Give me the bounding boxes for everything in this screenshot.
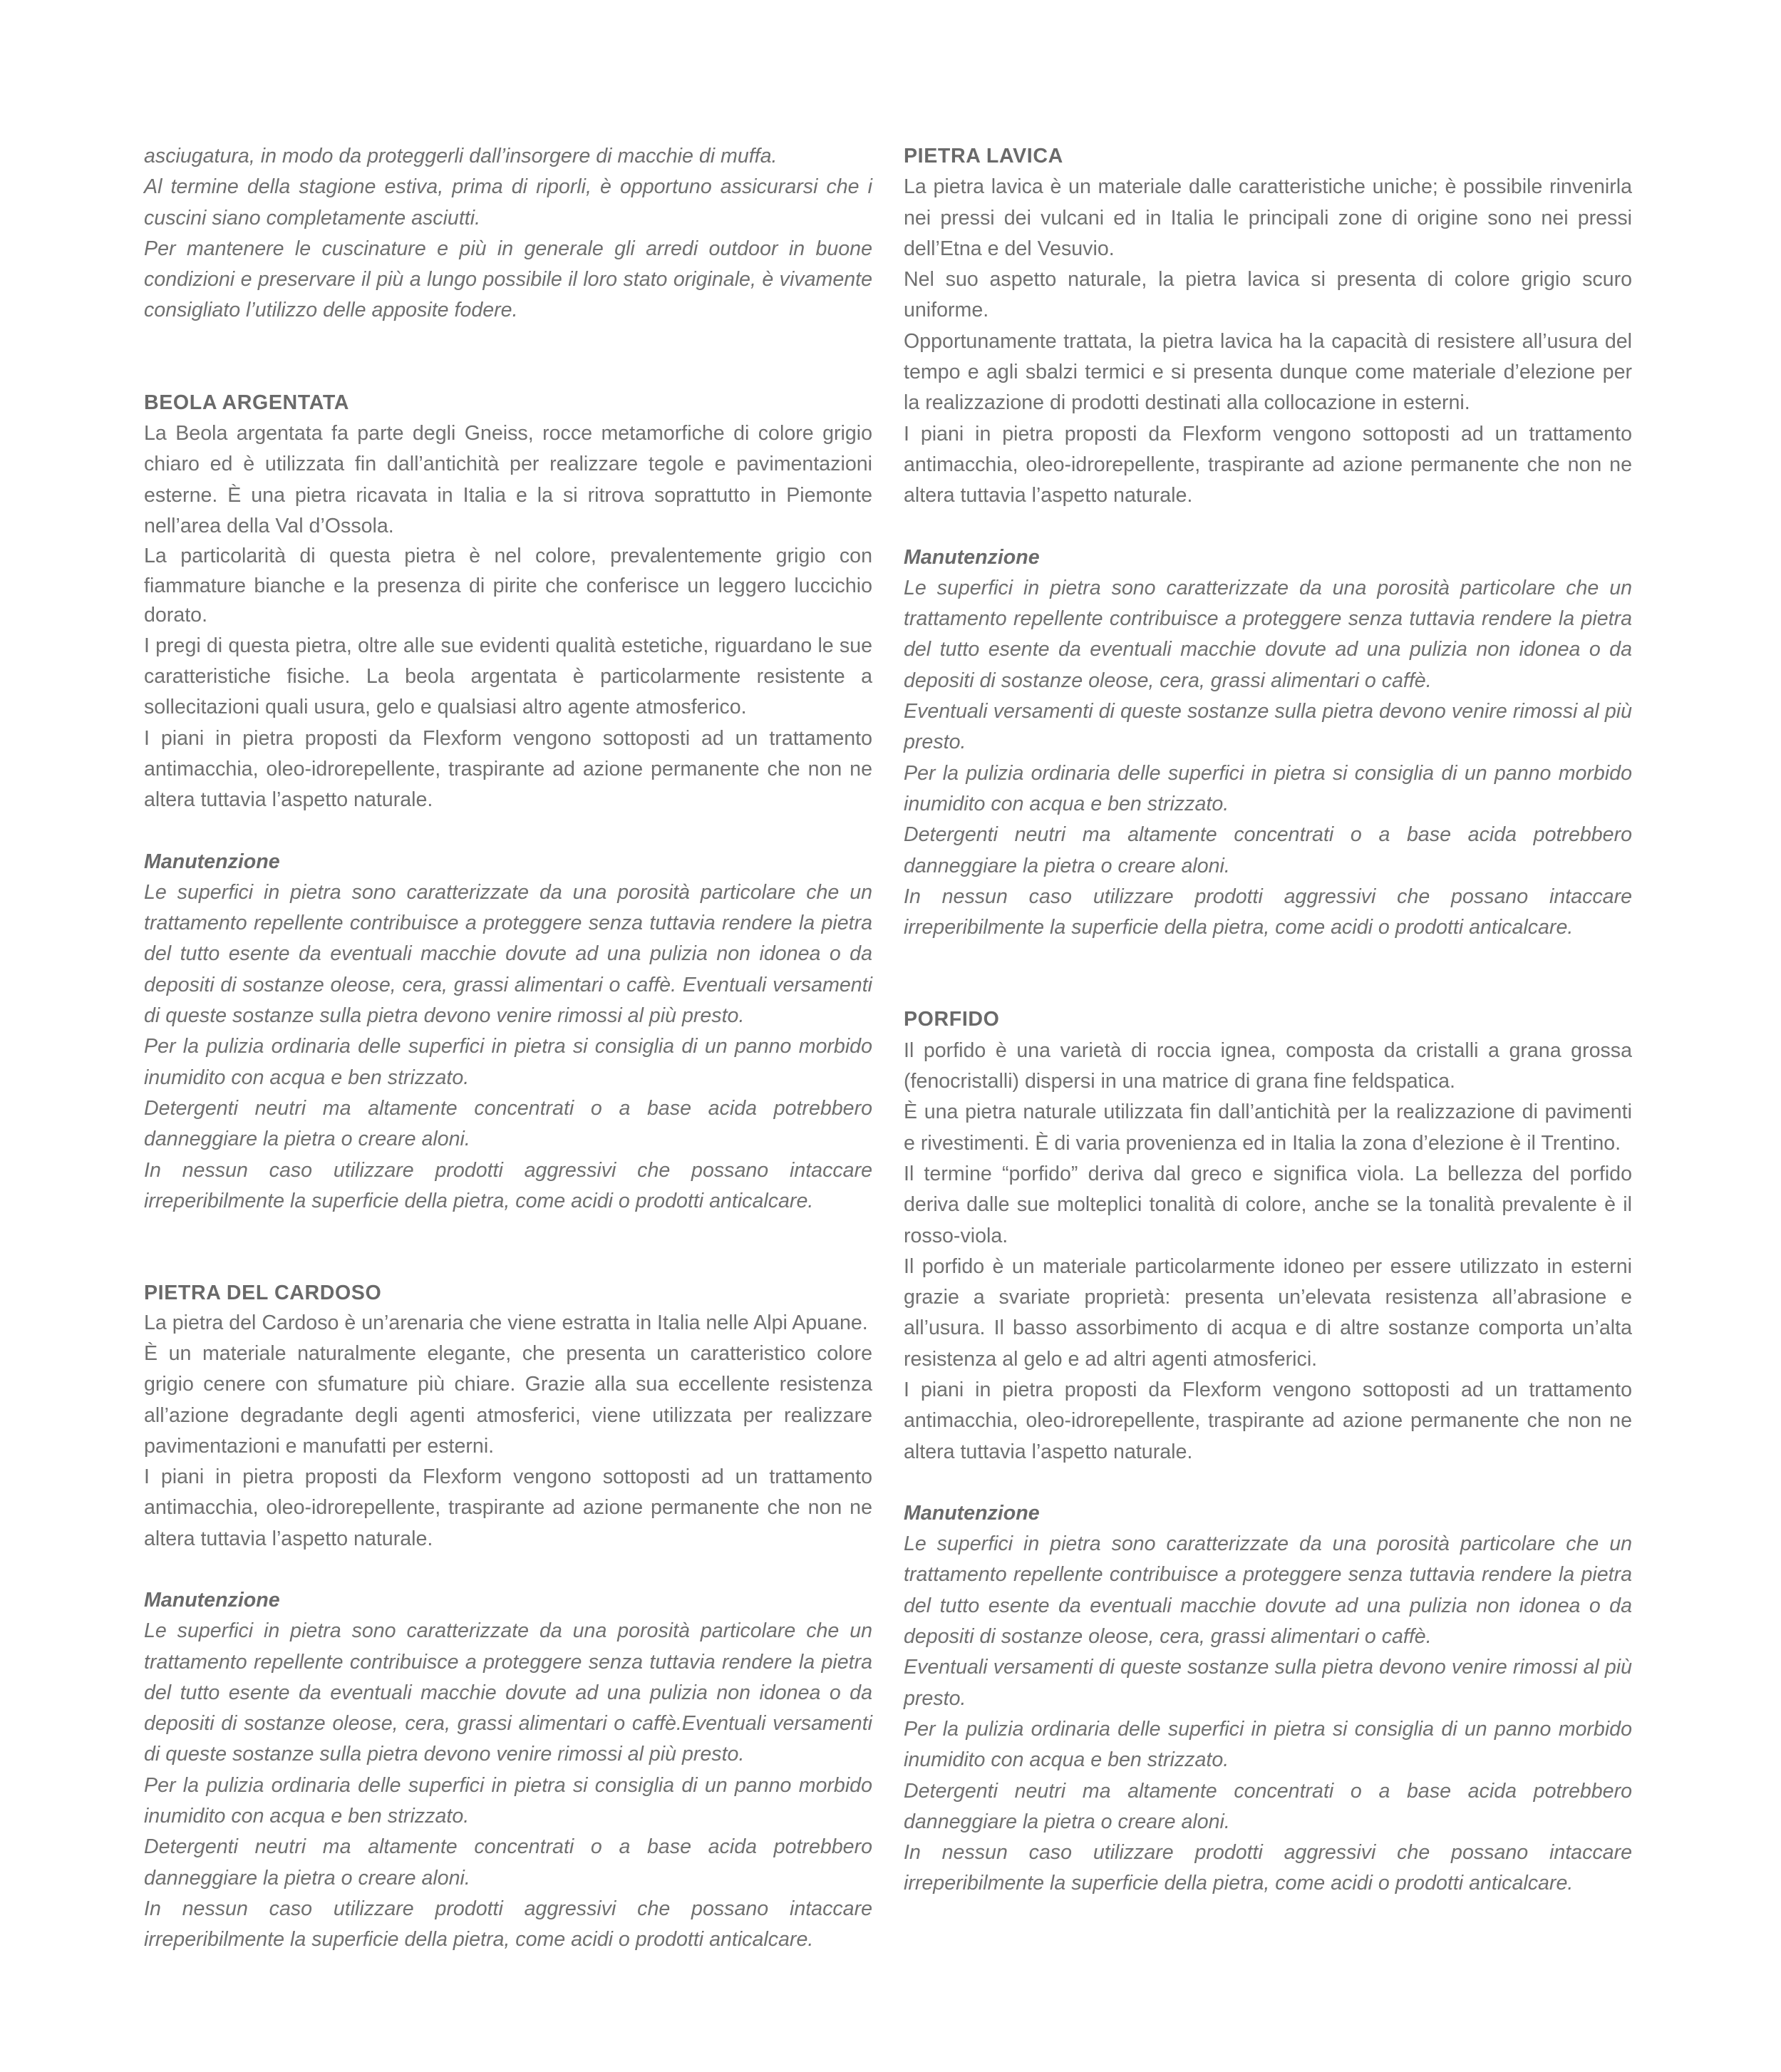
body-paragraph: La pietra lavica è un materiale dalle caratteristiche uniche; è possibile rinvenirla nei pressi dei vulcani ed in Italia le principali zone di origine sono nei pressi dell’Etna e del Vesuvio. [904,175,1632,260]
maintenance-paragraph: In nessun caso utilizzare prodotti aggressivi che possano intaccare irreperibilmente la superficie della pietra, come acidi o prodotti anticalcare. [144,1897,872,1952]
maintenance-paragraph: Le superfici in pietra sono caratterizzate da una porosità particolare che un trattamento repellente contribuisce a proteggere senza tuttavia rendere la pietra del tutto esente da eventuali macchie dovute ad una pulizia non idonea o da depositi di sostanze oleose, cera, grassi alimentari o caffè. [904,576,1632,692]
maintenance-paragraph: Detergenti neutri ma altamente concentrati o a base acida potrebbero danneggiare la pietra o creare aloni. [904,823,1632,877]
body-paragraph: La pietra del Cardoso è un’arenaria che viene estratta in Italia nelle Alpi Apuane. [144,1311,868,1335]
body-paragraph: La Beola argentata fa parte degli Gneiss, rocce metamorfiche di colore grigio chiaro ed è utilizzata fin dall’antichità per realizzare tegole e pavimentazioni esterne. È una pietra ricavata in Italia e la si ritrova soprattutto in Piemonte nell’area della Val d’Ossola. [144,422,872,537]
maintenance-title: Manutenzione [904,1501,1040,1525]
body-paragraph: Il porfido è un materiale particolarmente idoneo per essere utilizzato in esterni grazie a svariate proprietà: presenta un’elevata resistenza all’abrasione e all’usura. Il basso assorbimento di acqua e di altre sostanze comporta un’alta resistenza al gelo e ad altri agenti atmosferici. [904,1254,1632,1371]
maintenance-paragraph: Per la pulizia ordinaria delle superfici in pietra si consiglia di un panno morbido inumidito con acqua e ben strizzato. [144,1773,872,1828]
section-title: PIETRA LAVICA [904,145,1063,167]
section-title: PORFIDO [904,1008,1000,1031]
body-paragraph: Opportunamente trattata, la pietra lavica ha la capacità di resistere all’usura del tempo e agli sbalzi termici e si presenta dunque come materiale d’elezione per la realizzazione di prodotti destinati alla collocazione in esterni. [904,329,1632,415]
maintenance-paragraph: Eventuali versamenti di queste sostanze sulla pietra devono venire rimossi al più presto. [904,700,1632,754]
intro-paragraph: asciugatura, in modo da proteggerli dall’insorgere di macchie di muffa. [144,145,778,167]
body-paragraph: I piani in pietra proposti da Flexform vengono sottoposti ad un trattamento antimacchia, oleo-idrorepellente, traspirante ad azione permanente che non ne altera tuttavia l’aspetto naturale. [144,1465,872,1550]
body-paragraph: È un materiale naturalmente elegante, che presenta un caratteristico colore grigio cenere con sfumature più chiare. Grazie alla sua eccellente resistenza all’azione degradante degli agenti atmosferici, viene utilizzata per realizzare pavimentazioni e manufatti per esterni. [144,1341,872,1458]
maintenance-paragraph: Per la pulizia ordinaria delle superfici in pietra si consiglia di un panno morbido inumidito con acqua e ben strizzato. [904,761,1632,815]
intro-paragraph: Al termine della stagione estiva, prima di riporli, è opportuno assicurarsi che i cuscini siano completamente asciutti. [144,175,872,230]
section-pietra-lavica [904,141,1632,943]
maintenance-paragraph: Le superfici in pietra sono caratterizzate da una porosità particolare che un trattamento repellente contribuisce a proteggere senza tuttavia rendere la pietra del tutto esente da eventuali macchie dovute ad una pulizia non idonea o da depositi di sostanze oleose, cera, grassi alimentari o caffè. Eventuali versamenti di queste sostanze sulla pietra devono venire rimossi al più presto. [144,880,872,1028]
section-porfido [904,1004,1632,1899]
intro-paragraph: Per mantenere le cuscinature e più in generale gli arredi outdoor in buone condizioni e preservare il più a lungo possibile il loro stato originale, è vivamente consigliato l’utilizzo delle apposite fodere. [144,237,872,322]
maintenance-title: Manutenzione [144,850,280,873]
maintenance-paragraph: In nessun caso utilizzare prodotti aggressivi che possano intaccare irreperibilmente la superficie della pietra, come acidi o prodotti anticalcare. [144,1158,872,1212]
maintenance-paragraph: In nessun caso utilizzare prodotti aggressivi che possano intaccare irreperibilmente la superficie della pietra, come acidi o prodotti anticalcare. [904,885,1632,939]
section-beola-argentata [144,388,872,1217]
maintenance-paragraph: Per la pulizia ordinaria delle superfici in pietra si consiglia di un panno morbido inumidito con acqua e ben strizzato. [144,1035,872,1089]
left-column [144,141,872,1956]
maintenance-paragraph: Le superfici in pietra sono caratterizzate da una porosità particolare che un trattamento repellente contribuisce a proteggere senza tuttavia rendere la pietra del tutto esente da eventuali macchie dovute ad una pulizia non idonea o da depositi di sostanze oleose, cera, grassi alimentari o caffè.Eventuali versamenti di queste sostanze sulla pietra devono venire rimossi al più presto. [144,1619,872,1766]
body-paragraph: I piani in pietra proposti da Flexform vengono sottoposti ad un trattamento antimacchia, oleo-idrorepellente, traspirante ad azione permanente che non ne altera tuttavia l’aspetto naturale. [904,422,1632,507]
maintenance-paragraph: Detergenti neutri ma altamente concentrati o a base acida potrebbero danneggiare la pietra o creare aloni. [144,1835,872,1890]
maintenance-paragraph: Le superfici in pietra sono caratterizzate da una porosità particolare che un trattamento repellente contribuisce a proteggere senza tuttavia rendere la pietra del tutto esente da eventuali macchie dovute ad una pulizia non idonea o da depositi di sostanze oleose, cera, grassi alimentari o caffè. [904,1532,1632,1649]
body-paragraph: La particolarità di questa pietra è nel colore, prevalentemente grigio con fiammature bianche e la presenza di pirite che conferisce un leggero luccichio dorato. [144,545,872,627]
maintenance-paragraph: In nessun caso utilizzare prodotti aggressivi che possano intaccare irreperibilmente la superficie della pietra, come acidi o prodotti anticalcare. [904,1841,1632,1895]
maintenance-title: Manutenzione [144,1588,280,1612]
maintenance-paragraph: Per la pulizia ordinaria delle superfici in pietra si consiglia di un panno morbido inumidito con acqua e ben strizzato. [904,1717,1632,1772]
body-paragraph: I piani in pietra proposti da Flexform vengono sottoposti ad un trattamento antimacchia, oleo-idrorepellente, traspirante ad azione permanente che non ne altera tuttavia l’aspetto naturale. [904,1378,1632,1463]
section-title: PIETRA DEL CARDOSO [144,1282,382,1305]
maintenance-title: Manutenzione [904,545,1040,569]
body-paragraph: Nel suo aspetto naturale, la pietra lavica si presenta di colore grigio scuro uniforme. [904,268,1632,322]
body-paragraph: I piani in pietra proposti da Flexform vengono sottoposti ad un trattamento antimacchia, oleo-idrorepellente, traspirante ad azione permanente che non ne altera tuttavia l’aspetto naturale. [144,726,872,812]
body-paragraph: I pregi di questa pietra, oltre alle sue evidenti qualità estetiche, riguardano le sue caratteristiche fisiche. La beola argentata è particolarmente resistente a sollecitazioni quali usura, gelo e qualsiasi altro agente atmosferico. [144,634,872,719]
body-paragraph: Il porfido è una varietà di roccia ignea, composta da cristalli a grana grossa (fenocristalli) dispersi in una matrice di grana fine feldspatica. [904,1038,1632,1093]
section-title: BEOLA ARGENTATA [144,391,350,414]
maintenance-paragraph: Eventuali versamenti di queste sostanze sulla pietra devono venire rimossi al più presto. [904,1656,1632,1710]
section-pietra-del-cardoso [144,1278,872,1955]
body-paragraph: È una pietra naturale utilizzata fin dall’antichità per la realizzazione di pavimenti e rivestimenti. È di varia provenienza ed in Italia la zona d’elezione è il Trentino. [904,1101,1632,1155]
maintenance-paragraph: Detergenti neutri ma altamente concentrati o a base acida potrebbero danneggiare la pietra o creare aloni. [904,1779,1632,1833]
body-paragraph: Il termine “porfido” deriva dal greco e significa viola. La bellezza del porfido deriva dalle sue molteplici tonalità di colore, anche se la tonalità prevalente è il rosso-viola. [904,1162,1632,1247]
right-column [904,141,1632,1900]
maintenance-paragraph: Detergenti neutri ma altamente concentrati o a base acida potrebbero danneggiare la pietra o creare aloni. [144,1096,872,1151]
